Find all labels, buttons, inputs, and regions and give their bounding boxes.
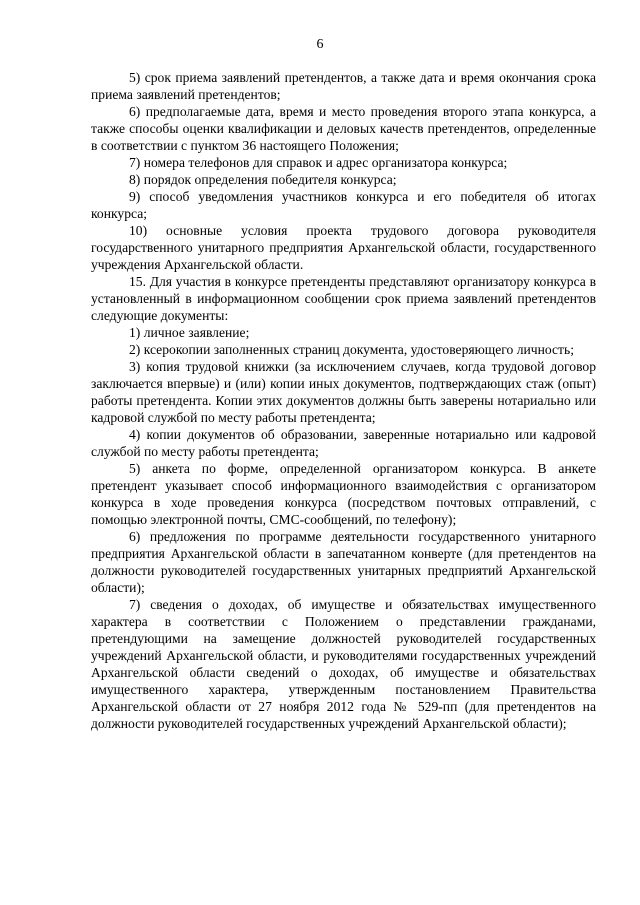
- paragraph-doc-5-questionnaire: 5) анкета по форме, определенной организатором конкурса. В анкете претендент указывает способ информационного взаимодействия с организатором конкурса в ходе проведения конкурса (посредством почтовых отправлений, с помощью электронной почты, СМС-сообщений, по телефону);: [91, 461, 596, 527]
- paragraph-item-6-second-stage: 6) предполагаемые дата, время и место проведения второго этапа конкурса, а также способы оценки квалификации и деловых качеств претендентов, определенные в соответствии с пунктом 36 настоящего Положения;: [91, 104, 596, 153]
- document-body: [91, 69, 596, 732]
- paragraph-item-5-deadline: 5) срок приема заявлений претендентов, а также дата и время окончания срока приема заявлений претендентов;: [91, 70, 596, 102]
- paragraph-item-8-winner: 8) порядок определения победителя конкурса;: [129, 172, 397, 187]
- paragraph-doc-1-application: 1) личное заявление;: [129, 325, 250, 340]
- page-number: 6: [316, 37, 324, 52]
- paragraph-doc-4-education: 4) копии документов об образовании, заверенные нотариально или кадровой службой по месту работы претендента;: [91, 427, 596, 459]
- paragraph-item-10-contract: 10) основные условия проекта трудового договора руководителя государственного унитарного предприятия Архангельской области, государственного учреждения Архангельской области.: [91, 223, 596, 272]
- paragraph-doc-3-work-record: 3) копия трудовой книжки (за исключением случаев, когда трудовой договор заключается впервые) и (или) копии иных документов, подтверждающих стаж (опыт) работы претендента. Копии этих документов должны быть заверены нотариально или кадровой службой по месту работы претендента;: [91, 359, 596, 425]
- paragraph-doc-2-id-copies: 2) ксерокопии заполненных страниц документа, удостоверяющего личность;: [129, 342, 574, 357]
- paragraph-item-7-phones: 7) номера телефонов для справок и адрес организатора конкурса;: [129, 155, 508, 170]
- paragraph-doc-6-program: 6) предложения по программе деятельности государственного унитарного предприятия Архангельской области в запечатанном конверте (для претендентов на должности руководителей государственных унитарных предприятий Архангельской области);: [91, 529, 596, 595]
- paragraph-item-9-notification: 9) способ уведомления участников конкурса и его победителя об итогах конкурса;: [91, 189, 596, 221]
- paragraph-clause-15: 15. Для участия в конкурсе претенденты представляют организатору конкурса в установленный в информационном сообщении срок приема заявлений претендентов следующие документы:: [91, 274, 596, 323]
- paragraph-doc-7-income: 7) сведения о доходах, об имуществе и обязательствах имущественного характера в соответствии с Положением о представлении гражданами, претендующими на замещение должностей руководителей государственных учреждений Архангельской области, и руководителями государственных учреждений Архангельской области сведений о доходах, об имуществе и обязательствах имущественного характера, утвержденным постановлением Правительства Архангельской области от 27 ноября 2012 года № 529-пп (для претендентов на должности руководителей государственных учреждений Архангельской области);: [91, 597, 596, 731]
